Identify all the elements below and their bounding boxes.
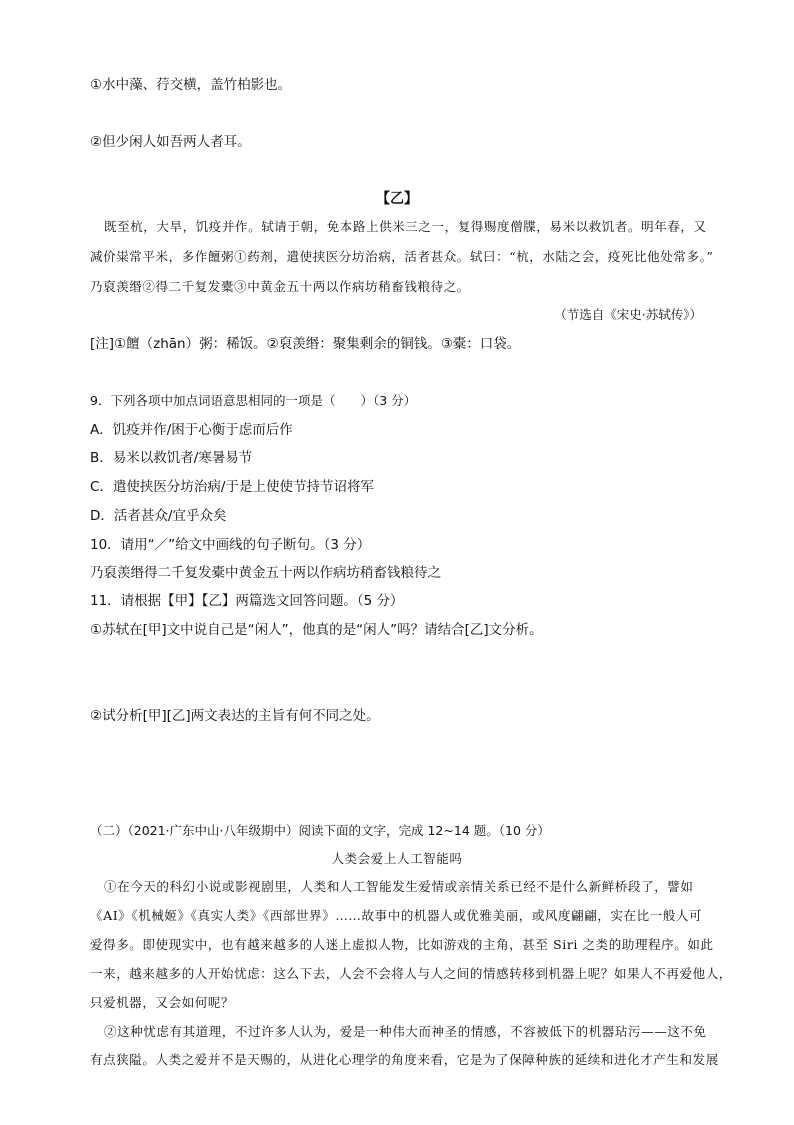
question-10: 10．请用“／”给文中画线的句子断句。（3 分）: [90, 537, 371, 553]
question-11-part-1: ①苏轼在[甲]文中说自己是“闲人”，他真的是“闲人”吗？请结合[乙]文分析。: [90, 622, 543, 638]
yi-line-2: 减价粜常平米，多作饘粥①药剂，遣使挟医分坊治病，活者甚众。轼曰：“杭，水陆之会，疫死比他处常多。”: [90, 249, 714, 264]
article-line-6: ②这种忧虑有其道理，不过许多人认为，爱是一种伟大而神圣的情感，不容被低下的机器玷污——这不免: [104, 1024, 707, 1039]
question-11-part-2: ②试分析[甲][乙]两文表达的主旨有何不同之处。: [90, 708, 380, 724]
yi-title: 【乙】: [376, 191, 418, 207]
article-line-4: 一来，越来越多的人开始忧虑：这么下去，人会不会将人与人之间的情感转移到机器上呢？如果人不再爱他人，: [90, 966, 732, 981]
yi-line-1: 既至杭，大旱，饥疫并作。轼请于朝，免本路上供米三之一，复得赐度僧牒，易米以救饥者。明年春，又: [104, 219, 707, 234]
question-9-option-d: D．活者甚众/宜乎众矣: [90, 508, 227, 524]
article-title: 人类会爱上人工智能吗: [331, 851, 463, 866]
question-11: 11．请根据【甲】【乙】两篇选文回答问题。（5 分）: [90, 593, 404, 609]
question-10-sentence: 乃裒羡缗得二千复发橐中黄金五十两以作病坊稍畜钱粮待之: [90, 565, 441, 581]
article-line-3: 爱得多。即使现实中，也有越来越多的人迷上虚拟人物，比如游戏的主角，甚至 Siri 之类的助理程序。如此: [90, 937, 714, 952]
question-9-option-c: C．遣使挟医分坊治病/于是上使使节持节诏将军: [90, 479, 374, 495]
article-line-1: ①在今天的科幻小说或影视剧里，人类和人工智能发生爱情或亲情关系已经不是什么新鲜桥段了，譬如: [104, 879, 694, 894]
yi-annotation: [注]①饘（zhān）粥：稀饭。②裒羡缗：聚集剩余的铜钱。③橐：口袋。: [90, 336, 521, 352]
question-9-option-b: B．易米以救饥者/寒暑易节: [90, 450, 253, 466]
question-9-option-a: A．饥疫并作/困于心衡于虑而后作: [90, 422, 293, 438]
jia-note-1: ①水中藻、荇交横，盖竹柏影也。: [90, 77, 292, 93]
jia-note-2: ②但少闲人如吾两人者耳。: [90, 134, 251, 150]
article-line-2: 《AI》《机械姬》《真实人类》《西部世界》……故事中的机器人或优雅美丽，或风度翩翩，实在比一般人可: [90, 908, 703, 923]
article-line-5: 只爱机器，又会如何呢？: [90, 995, 235, 1010]
article-line-7: 有点狭隘。人类之爱并不是天赐的，从进化心理学的角度来看，它是为了保障种族的延续和进化才产生和发展: [90, 1052, 719, 1067]
section-2-header: （二）（2021·广东中山·八年级期中）阅读下面的文字，完成 12~14 题。（10 分）: [90, 823, 550, 838]
question-9: 9．下列各项中加点词语意思相同的一项是（ ）（3 分）: [90, 393, 417, 408]
yi-source: （节选自《宋史·苏轼传》）: [554, 307, 702, 322]
yi-line-3: 乃裒羡缗②得二千复发橐③中黄金五十两以作病坊稍畜钱粮待之。: [90, 279, 470, 294]
